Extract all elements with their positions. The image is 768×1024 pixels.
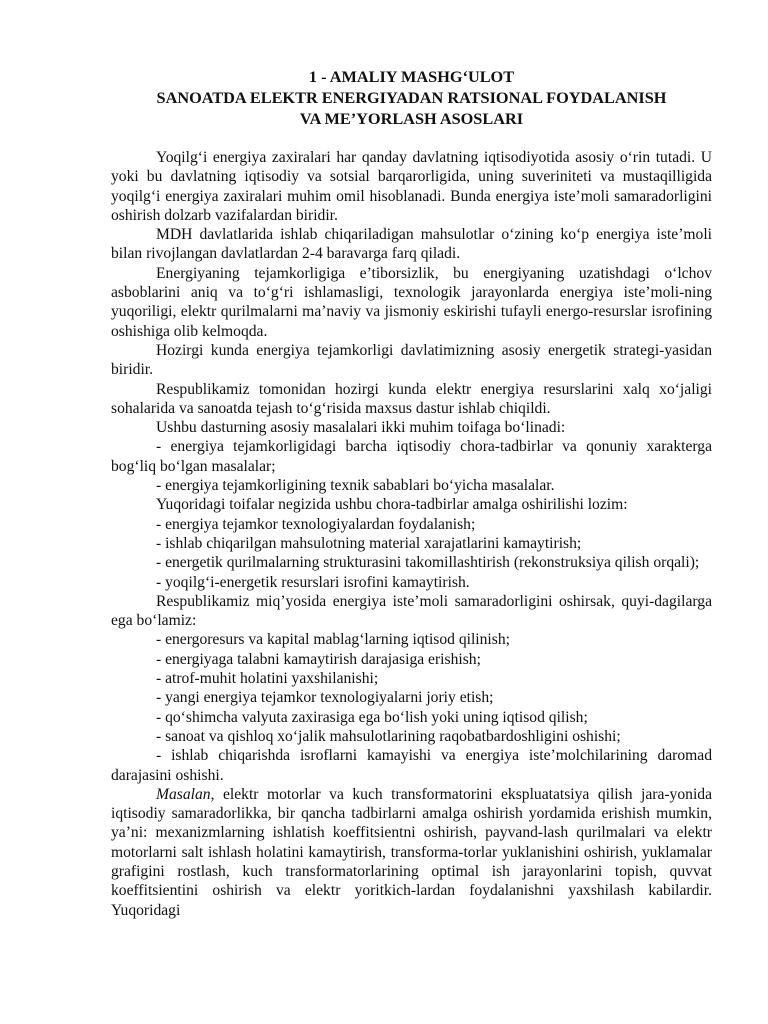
list-item-2: - energiya tejamkorligining texnik sabablari bo‘yicha masalalar. [156,477,555,495]
list-item-9: - atrof-muhit holatini yaxshilanishi; [156,670,379,688]
list-item-4: - ishlab chiqarilgan mahsulotning material xarajatlarini kamaytirish; [156,534,582,552]
paragraph-2: MDH davlatlarida ishlab chiqariladigan mahsulotlar o‘zining ko‘p energiya iste’moli bilan rivojlangan davlatlardan 2-4 baravarga farq qiladi. [111,226,712,263]
list-item-7: - energoresurs va kapital mablag‘larning iqtisod qilinish; [156,631,510,649]
paragraph-1: Yoqilg‘i energiya zaxiralari har qanday davlatning iqtisodiyotida asosiy o‘rin tutadi. U yoki bu davlatning iqtisodiy va sotsial barqarorligida, uning suveriniteti va mustaqilligida yoqilg‘i energiya zaxiralari muhim omil hisoblanadi. Bunda energiya iste’moli samaradorligini oshirish dolzarb vazifalardan biridir. [111,149,712,224]
list-item-6: - yoqilg‘i-energetik resurslari isrofini kamaytirish. [156,573,470,591]
italic-lead: Masalan [156,785,211,803]
list-item-13: - ishlab chiqarishda isroflarni kamayishi va energiya iste’molchilarining daromad darajasini oshishi. [111,747,712,784]
paragraph-5: Respublikamiz tomonidan hozirgi kunda elektr energiya resurslarini xalq xo‘jaligi sohalarida va sanoatda tejash to‘g‘risida maxsus dastur ishlab chiqildi. [111,380,712,417]
list-item-3: - energiya tejamkor texnologiyalardan foydalanish; [156,515,476,533]
paragraph-7: Yuqoridagi toifalar negizida ushbu chora-tadbirlar amalga oshirilishi lozim: [156,496,628,514]
document-page [111,66,712,920]
heading-line-3: VA ME’YORLASH ASOSLARI [299,109,524,128]
heading-line-2: SANOATDA ELEKTR ENERGIYADAN RATSIONAL FOYDALANISH [156,88,667,107]
list-item-1: - energiya tejamkorligidagi barcha iqtisodiy chora-tadbirlar va qonuniy xarakterga bog‘liq bo‘lgan masalalar; [111,438,712,475]
paragraph-4: Hozirgi kunda energiya tejamkorligi davlatimizning asosiy energetik strategi-yasidan biridir. [111,341,712,379]
heading-gap [111,129,712,148]
paragraph-last-text: , elektr motorlar va kuch transformatorini ekspluatatsiya qilish jara-yonida iqtisodiy samaradorlikka, bir qancha tadbirlarni amalga oshirish yordamida erishish mumkin, ya’ni: mexanizmlarning ishlatish koeffitsientni oshirish, payvand-lash qurilmalari va elektr motorlarni salt ishlash holatini kamaytirish, transforma-torlar yuklanishini oshirish, yuklamalar grafigini rostlash, kuch transformatorlarining optimal ish jarayonlarini topish, quvvat koeffitsientini oshirish va elektr yoritkich-lardan foydalanishni yaxshilash kabilardir. Yuqoridagi [111,785,712,919]
list-item-11: - qo‘shimcha valyuta zaxirasiga ega bo‘lish yoki uning iqtisod qilish; [156,708,588,726]
list-item-12: - sanoat va qishloq xo‘jalik mahsulotlarining raqobatbardoshligini oshishi; [156,727,621,745]
paragraph-3: Energiyaning tejamkorligiga e’tiborsizlik, bu energiyaning uzatishdagi o‘lchov asboblarini aniq va to‘g‘ri ishlamasligi, texnologik jarayonlarda energiya iste’moli-ning yuqoriligi, elektr qurilmalarni ma’naviy va jismoniy eskirishi tufayli energo-resurslar isrofining oshishiga olib kelmoqda. [111,264,712,340]
list-item-5: - energetik qurilmalarning strukturasini takomillashtirish (rekonstruksiya qilish orqali); [156,554,700,572]
paragraph-6: Ushbu dasturning asosiy masalalari ikki muhim toifaga bo‘linadi: [156,419,566,437]
document-body [111,148,712,920]
paragraph-8: Respublikamiz miq’yosida energiya iste’moli samaradorligini oshirsak, quyi-dagilarga ega bo‘lamiz: [111,592,712,630]
document-heading [111,66,712,129]
list-item-10: - yangi energiya tejamkor texnologiyalarni joriy etish; [156,689,494,707]
paragraph-last [111,785,712,920]
list-item-8: - energiyaga talabni kamaytirish darajasiga erishish; [156,650,481,668]
heading-line-1: 1 - AMALIY MASHG‘ULOT [308,67,515,86]
